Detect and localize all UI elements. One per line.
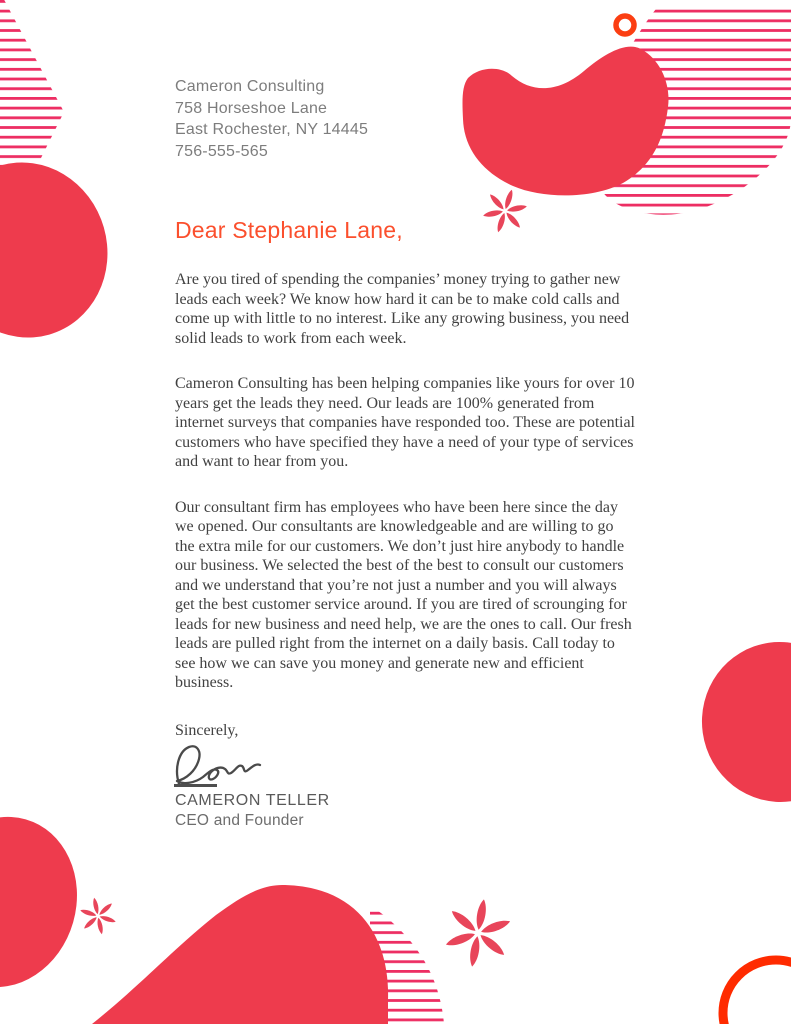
phone-number: 756-555-565 — [175, 142, 268, 160]
company-name: Cameron Consulting — [175, 78, 325, 95]
sender-block — [175, 76, 368, 162]
letter-body — [175, 270, 637, 719]
signature-icon — [172, 744, 272, 788]
address-line-2: East Rochester, NY 14445 — [175, 121, 369, 138]
signature-name: CAMERON TELLER — [175, 792, 330, 809]
signature-title: CEO and Founder — [175, 812, 304, 829]
paragraph-1: Are you tired of spending the companies’ money trying to gather new leads each week? We know how hard it can be to make cold calls and come up with little to no interest. Like any growing business, you need solid leads to work from each week. — [175, 271, 630, 347]
paragraph-3: Our consultant firm has employees who have been here since the day we opened. Our consultants are knowledgeable and are willing to go the extra mile for our customers. We don’t just hire anybody to handle our business. We selected the best of the best to consult our customers and we understand that you’re not just a number and you will always get the best customer service around. If you are tired of scrounging for leads for new business and need help, we are the ones to call. Our fresh leads are pulled right from the internet on a daily basis. Call today to see how we can save you money and generate new and efficient business. — [175, 498, 632, 691]
address-line-1: 758 Horseshoe Lane — [175, 99, 328, 117]
paragraph-2: Cameron Consulting has been helping companies like yours for over 10 years get the leads they need. Our leads are 100% generated from internet surveys that companies have responded too. These are potential customers who have specified they have a need of your type of services and want to hear from you. — [175, 375, 635, 470]
signature-underline — [174, 784, 217, 787]
salutation: Dear Stephanie Lane, — [175, 217, 403, 243]
closing: Sincerely, — [175, 722, 239, 739]
